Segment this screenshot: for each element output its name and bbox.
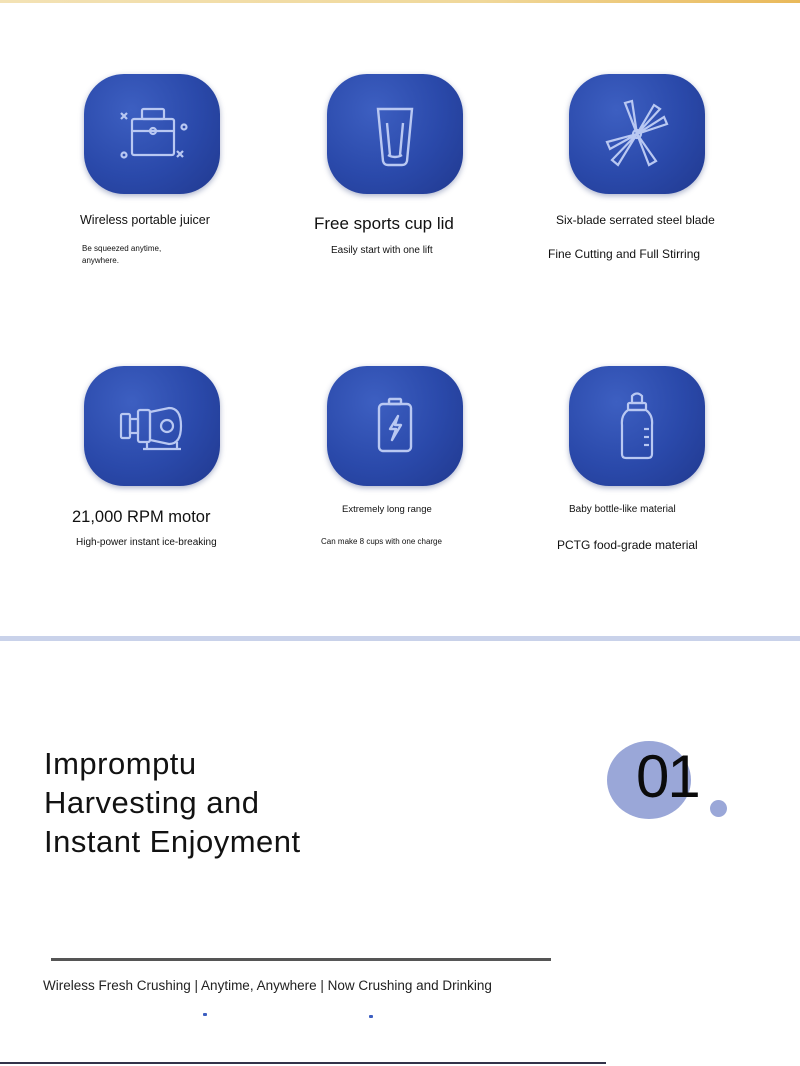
- feature-title: Extremely long range: [342, 504, 432, 515]
- feature-tile-blade: [569, 74, 705, 194]
- bottom-line: [0, 1062, 606, 1064]
- decorative-mark: [369, 1015, 373, 1018]
- briefcase-icon: [107, 89, 197, 179]
- battery-icon: [350, 381, 440, 471]
- feature-title: 21,000 RPM motor: [72, 508, 211, 526]
- section-title-line: Impromptu: [44, 746, 197, 781]
- section-divider: [0, 636, 800, 641]
- section-title-line: Harvesting and: [44, 785, 260, 820]
- feature-title: Six-blade serrated steel blade: [556, 213, 715, 227]
- feature-tile-cup-lid: [327, 74, 463, 194]
- feature-subtitle: Fine Cutting and Full Stirring: [548, 247, 701, 261]
- feature-tile-battery: [327, 366, 463, 486]
- tagline-rule: [51, 958, 551, 961]
- feature-tile-motor: [84, 366, 220, 486]
- section-number: 01: [636, 743, 699, 810]
- section-tagline: Wireless Fresh Crushing | Anytime, Anywhere | Now Crushing and Drinking: [43, 978, 492, 993]
- decorative-mark: [203, 1013, 207, 1016]
- cup-icon: [350, 89, 440, 179]
- section-title-line: Instant Enjoyment: [44, 824, 301, 859]
- feature-tile-material: [569, 366, 705, 486]
- feature-subtitle: PCTG food-grade material: [557, 538, 698, 552]
- feature-title: Free sports cup lid: [314, 214, 454, 233]
- top-accent-strip: [0, 0, 800, 3]
- motor-icon: [107, 381, 197, 471]
- section-number-dot: [710, 800, 727, 817]
- feature-title: Wireless portable juicer: [80, 213, 210, 227]
- blade-icon: [592, 89, 682, 179]
- feature-subtitle: Be squeezed anytime, anywhere.: [82, 244, 162, 265]
- feature-subtitle: High-power instant ice-breaking: [76, 537, 217, 548]
- feature-tile-wireless: [84, 74, 220, 194]
- feature-subtitle: Easily start with one lift: [331, 245, 433, 256]
- feature-title: Baby bottle-like material: [569, 504, 676, 515]
- baby-bottle-icon: [592, 381, 682, 471]
- section-title: [44, 744, 301, 861]
- feature-subtitle: Can make 8 cups with one charge: [321, 537, 442, 546]
